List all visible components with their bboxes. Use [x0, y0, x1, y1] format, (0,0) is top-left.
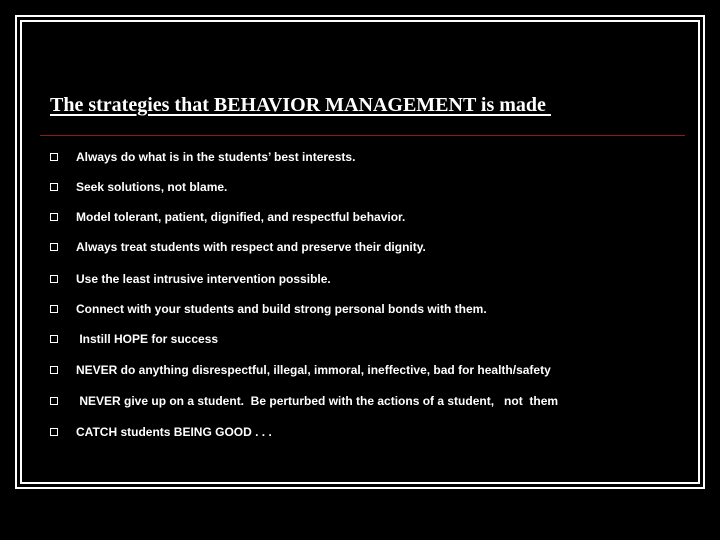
list-item: [50, 150, 670, 166]
square-bullet-icon: [50, 335, 58, 343]
list-item: [50, 363, 670, 379]
list-item: [50, 425, 670, 441]
list-item: [50, 302, 670, 318]
bullet-text: NEVER give up on a student. Be perturbed with the actions of a student, not them: [76, 394, 559, 408]
list-item: [50, 240, 670, 256]
slide-title: The strategies that BEHAVIOR MANAGEMENT is made: [50, 94, 551, 116]
square-bullet-icon: [50, 243, 58, 251]
list-item: [50, 210, 670, 226]
square-bullet-icon: [50, 183, 58, 191]
bullet-text: Seek solutions, not blame.: [76, 180, 228, 194]
square-bullet-icon: [50, 213, 58, 221]
square-bullet-icon: [50, 275, 58, 283]
bullet-text: Use the least intrusive intervention possible.: [76, 272, 331, 286]
square-bullet-icon: [50, 366, 58, 374]
square-bullet-icon: [50, 305, 58, 313]
bullet-text: Always treat students with respect and preserve their dignity.: [76, 240, 426, 254]
bullet-text: Model tolerant, patient, dignified, and respectful behavior.: [76, 210, 406, 224]
list-item: [50, 272, 670, 288]
bullet-text: Connect with your students and build strong personal bonds with them.: [76, 302, 487, 316]
bullet-text: NEVER do anything disrespectful, illegal, immoral, ineffective, bad for health/safety: [76, 363, 551, 377]
list-item: [50, 180, 670, 196]
square-bullet-icon: [50, 397, 58, 405]
square-bullet-icon: [50, 153, 58, 161]
bullet-text: Instill HOPE for success: [76, 332, 219, 346]
list-item: [50, 394, 670, 410]
bullet-text: CATCH students BEING GOOD . . .: [76, 425, 272, 439]
bullet-text: Always do what is in the students’ best interests.: [76, 150, 356, 164]
title-divider: [40, 135, 685, 136]
list-item: [50, 332, 670, 348]
square-bullet-icon: [50, 428, 58, 436]
